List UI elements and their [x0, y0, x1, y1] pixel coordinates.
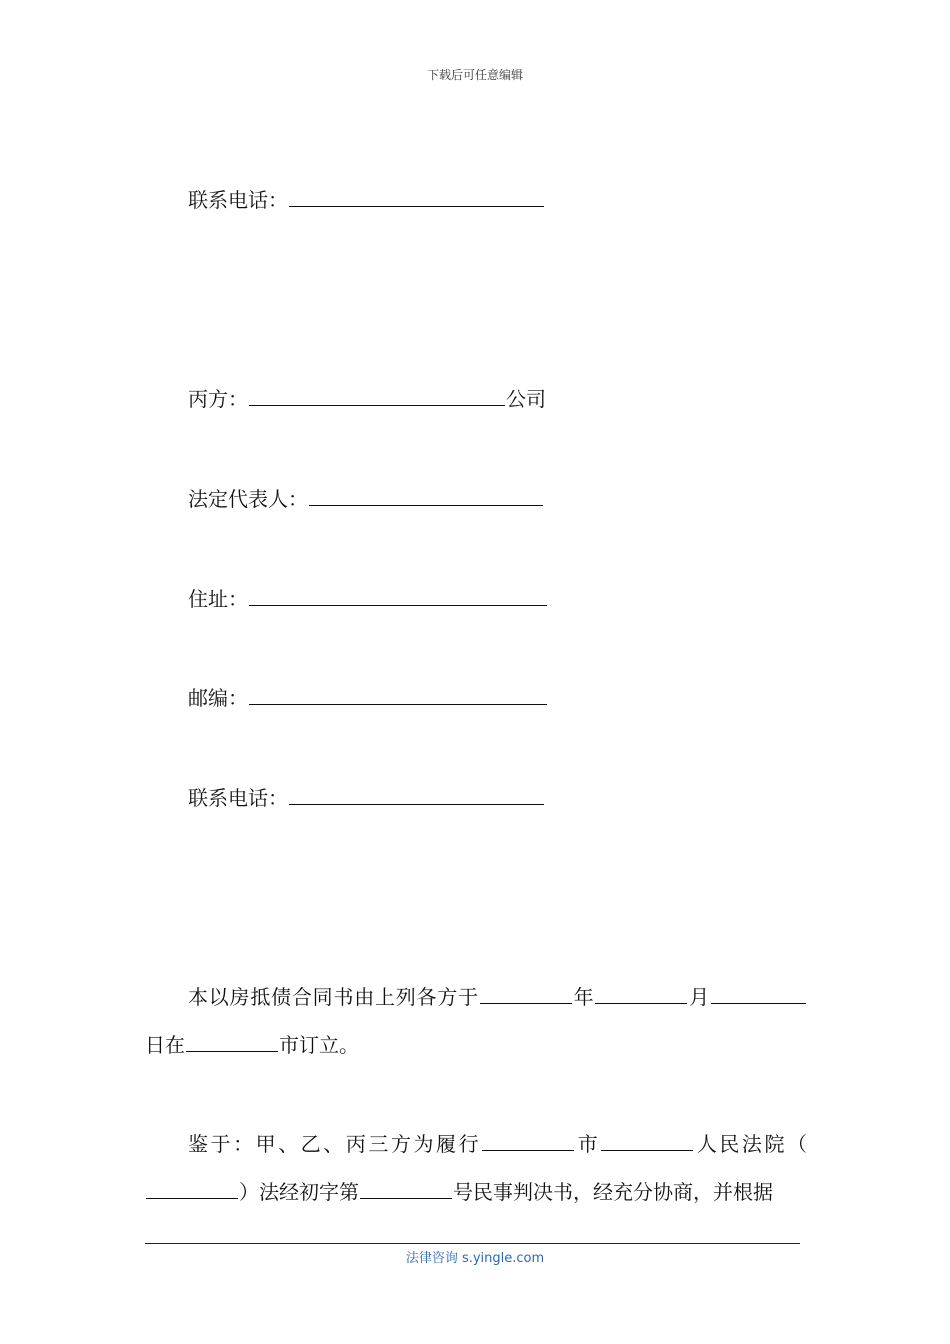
address-blank[interactable]	[249, 585, 547, 606]
footer-divider	[145, 1243, 800, 1244]
party-c-name-line	[188, 385, 546, 413]
postcode-blank[interactable]	[249, 684, 547, 705]
party-c-phone-line	[188, 784, 545, 812]
rep-label: 法定代表人：	[188, 487, 308, 511]
party-c-postcode-line	[188, 684, 548, 712]
phone-blank[interactable]	[289, 784, 544, 805]
phone-label: 联系电话：	[188, 188, 288, 212]
phone-blank[interactable]	[289, 186, 544, 207]
para-text: 日在	[145, 1033, 185, 1057]
party-c-rep-line	[188, 485, 544, 513]
case-number-blank[interactable]	[360, 1180, 452, 1199]
party-c-label: 丙方：	[188, 387, 248, 411]
city-blank[interactable]	[186, 1033, 278, 1052]
para-text: 市订立。	[279, 1033, 359, 1057]
para-text: 市	[575, 1132, 601, 1156]
whereas-paragraph	[145, 1120, 807, 1216]
postcode-label: 邮编：	[188, 686, 248, 710]
page-header: 下载后可任意编辑	[426, 68, 523, 82]
para-text: 鉴于：甲、乙、丙三方为履行	[188, 1132, 482, 1156]
para-text: 人民法院（	[694, 1132, 808, 1156]
party-c-name-blank[interactable]	[249, 385, 505, 406]
para-text: 号民事判决书，经充分协商，并根据	[453, 1180, 773, 1204]
footer-link[interactable]: 法律咨询 s.yingle.com	[405, 1251, 545, 1266]
para-text: 月	[688, 985, 711, 1009]
court-blank[interactable]	[601, 1132, 693, 1151]
address-label: 住址：	[188, 587, 248, 611]
year-blank[interactable]	[480, 985, 572, 1004]
party-c-address-line	[188, 585, 548, 613]
para-text: 年	[572, 985, 595, 1009]
rep-blank[interactable]	[309, 485, 543, 506]
signing-paragraph	[145, 973, 807, 1069]
para-text: 本以房抵债合同书由上列各方于	[188, 985, 479, 1009]
company-suffix: 公司	[506, 387, 546, 411]
month-blank[interactable]	[595, 985, 687, 1004]
para-text: ）法经初字第	[239, 1180, 359, 1204]
case-year-blank[interactable]	[146, 1180, 238, 1199]
city-blank[interactable]	[482, 1132, 574, 1151]
party-b-phone-line	[188, 186, 545, 214]
phone-label: 联系电话：	[188, 786, 288, 810]
day-blank[interactable]	[711, 985, 806, 1004]
